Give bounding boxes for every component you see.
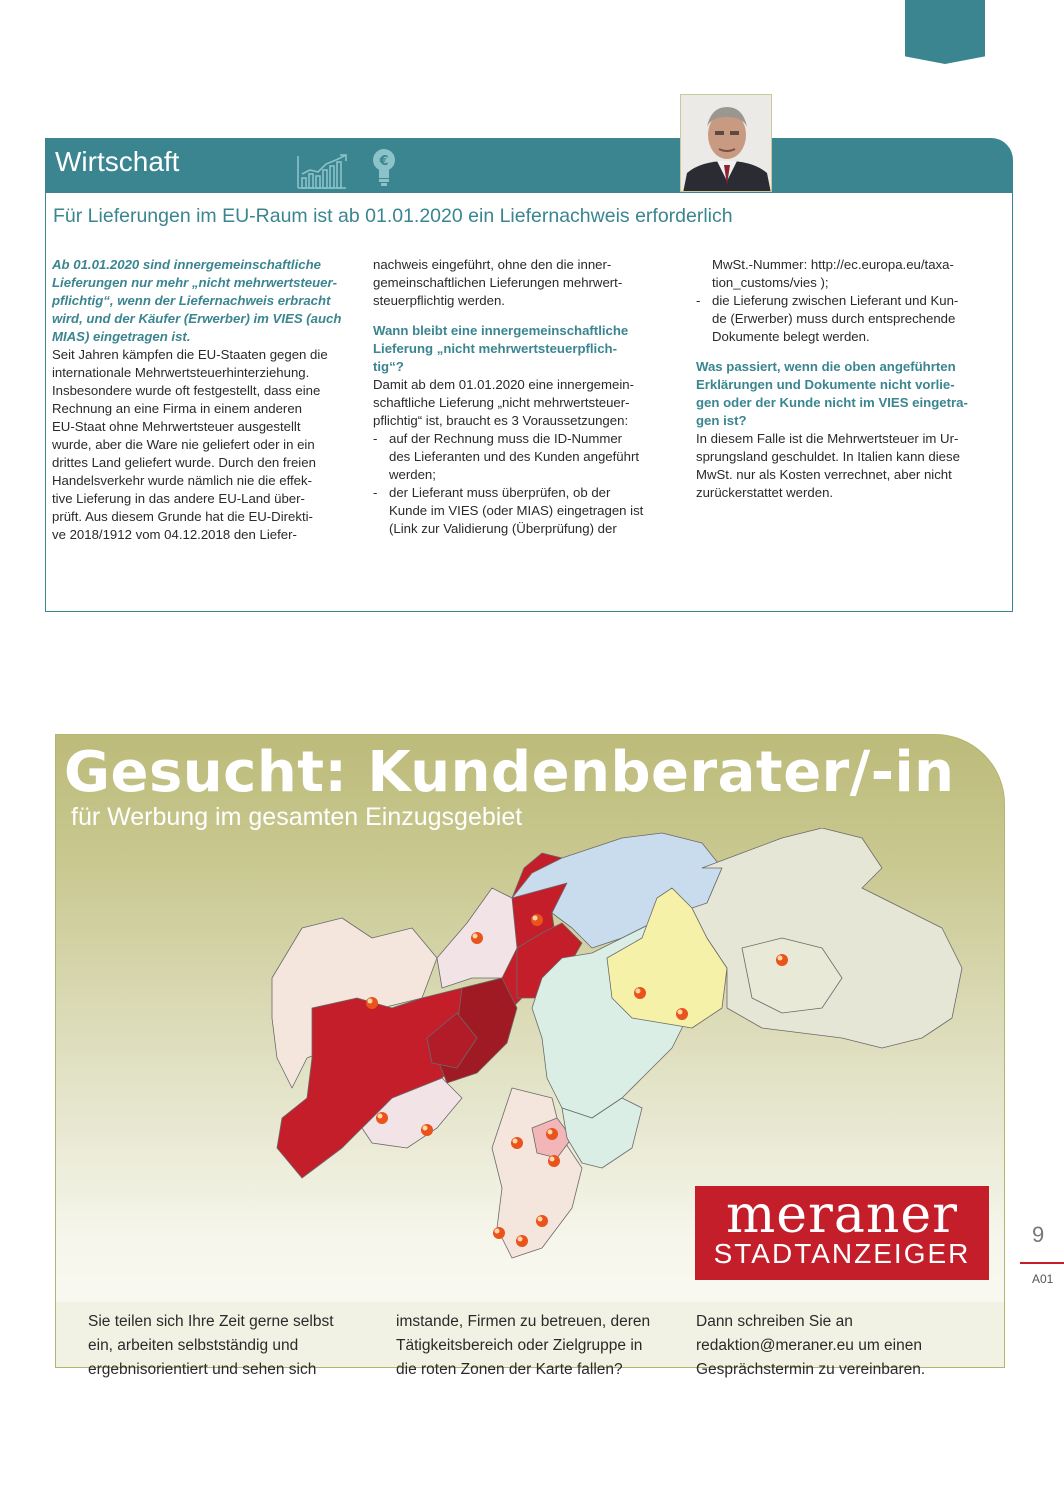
bullet-line: werden;: [389, 467, 436, 482]
map-pin-icon: [546, 1128, 558, 1140]
article-column-1: [52, 256, 364, 544]
map-pin-icon: [776, 954, 788, 966]
map-pin-icon: [676, 1008, 688, 1020]
lead-line: Ab 01.01.2020 sind innergemeinschaftliche: [52, 257, 321, 272]
lead-line: wird, und der Käufer (Erwerber) im VIES (auch: [52, 311, 342, 326]
bullet-line: Kunde im VIES (oder MIAS) eingetragen ist: [389, 503, 644, 518]
ad-column-2: [396, 1310, 686, 1382]
page-number-divider: [1020, 1262, 1064, 1264]
subheading-line: Was passiert, wenn die oben angeführten: [696, 359, 956, 374]
map-pin-icon: [376, 1112, 388, 1124]
lead-line: MIAS) eingetragen ist.: [52, 329, 191, 344]
svg-text:€: €: [379, 154, 389, 169]
ad-line: ein, arbeiten selbstständig und: [88, 1337, 299, 1354]
subheading-line: gen oder der Kunde nicht im VIES eingetra-: [696, 395, 968, 410]
body-line: zurückerstattet werden.: [696, 485, 834, 500]
body-line: gemeinschaftlichen Lieferungen mehrwert-: [373, 275, 623, 290]
map-pin-icon: [536, 1215, 548, 1227]
bullet-line: (Link zur Validierung (Überprüfung) der: [389, 521, 617, 536]
map-pin-icon: [531, 914, 543, 926]
ad-line: imstande, Firmen zu betreuen, deren: [396, 1313, 651, 1330]
meraner-stadtanzeiger-logo: [695, 1186, 989, 1280]
bullet-dash: -: [696, 293, 701, 308]
body-line: internationale Mehrwertsteuerhinterziehung.: [52, 365, 310, 380]
body-line: prüft. Aus diesem Grunde hat die EU-Direkti-: [52, 509, 313, 524]
body-line: Seit Jahren kämpfen die EU-Staaten gegen die: [52, 347, 328, 362]
bullet-line: des Lieferanten und des Kunden angeführt: [389, 449, 640, 464]
ad-line: Tätigkeitsbereich oder Zielgruppe in: [396, 1337, 643, 1354]
body-line: EU-Staat ohne Mehrwertsteuer ausgestellt: [52, 419, 301, 434]
subheading-line: tig“?: [373, 359, 404, 374]
map-pin-icon: [493, 1227, 505, 1239]
body-line: drittes Land geliefert wurde. Durch den freien: [52, 455, 316, 470]
body-line: Insbesondere wurde oft festgestellt, dass eine: [52, 383, 321, 398]
body-line: nachweis eingeführt, ohne den die inner-: [373, 257, 612, 272]
article-column-3: [696, 256, 1008, 502]
section-title: Wirtschaft: [55, 146, 180, 177]
body-line: sprungsland geschuldet. In Italien kann diese: [696, 449, 960, 464]
growth-chart-icon: [296, 152, 350, 190]
bullet-dash: -: [373, 485, 378, 500]
lead-line: Lieferungen nur mehr „nicht mehrwertsteuer-: [52, 275, 338, 290]
subheading-line: Lieferung „nicht mehrwertsteuerpflich-: [373, 341, 618, 356]
bullet-item: [373, 484, 685, 538]
body-line: MwSt. nur als Kosten verrechnet, aber nicht: [696, 467, 952, 482]
article-headline: Für Lieferungen im EU-Raum ist ab 01.01.2020 ein Liefernachweis erforderlich: [53, 205, 733, 227]
article-column-2: [373, 256, 685, 538]
map-pin-icon: [634, 987, 646, 999]
body-line: tive Lieferung in das andere EU-Land über-: [52, 491, 305, 506]
bullet-item: [696, 292, 1008, 346]
subheading-line: gen ist?: [696, 413, 747, 428]
ad-line: Gesprächstermin zu vereinbaren.: [696, 1361, 926, 1378]
author-photo: [680, 94, 772, 192]
ad-line: ergebnisorientiert und sehen sich: [88, 1361, 317, 1378]
bullet-dash: -: [373, 431, 378, 446]
bullet-line: der Lieferant muss überprüfen, ob der: [389, 485, 611, 500]
map-pin-icon: [471, 932, 483, 944]
body-line: Damit ab dem 01.01.2020 eine innergemein-: [373, 377, 634, 392]
logo-wordmark-top: meraner: [725, 1185, 959, 1245]
ad-line: Sie teilen sich Ihre Zeit gerne selbst: [88, 1313, 334, 1330]
map-pin-icon: [548, 1155, 560, 1167]
page-number: 9: [1032, 1222, 1045, 1247]
page-code: A01: [1032, 1272, 1054, 1286]
body-line: wurde, aber die Ware nie geliefert oder in ein: [52, 437, 315, 452]
body-line: Rechnung an eine Firma in einem anderen: [52, 401, 302, 416]
ad-line: die roten Zonen der Karte fallen?: [396, 1361, 623, 1378]
body-line: steuerpflichtig werden.: [373, 293, 505, 308]
ad-column-1: [88, 1310, 378, 1382]
body-line: pflichtig“ ist, braucht es 3 Voraussetzungen:: [373, 413, 629, 428]
bullet-line: die Lieferung zwischen Lieferant und Kun-: [712, 293, 959, 308]
region-east-grey: [692, 828, 962, 1048]
bullet-line: tion_customs/vies );: [712, 275, 829, 290]
lightbulb-euro-icon: [370, 146, 398, 190]
ad-title: Gesucht: Kundenberater/-in: [64, 740, 955, 805]
subheading-line: Wann bleibt eine innergemeinschaftliche: [373, 323, 629, 338]
section-header-bar: [45, 138, 1013, 192]
ad-line[interactable]: redaktion@meraner.eu um einen: [696, 1337, 922, 1354]
bullet-line: MwSt.-Nummer: http://ec.europa.eu/taxa-: [712, 257, 954, 272]
corner-tab: [905, 0, 985, 64]
body-line: ve 2018/1912 vom 04.12.2018 den Liefer-: [52, 527, 297, 542]
bullet-line: auf der Rechnung muss die ID-Nummer: [389, 431, 623, 446]
ad-line: Dann schreiben Sie an: [696, 1313, 853, 1330]
map-pin-icon: [421, 1124, 433, 1136]
bullet-line: de (Erwerber) muss durch entsprechende: [712, 311, 956, 326]
ad-column-3: [696, 1310, 986, 1382]
bullet-line: Dokumente belegt werden.: [712, 329, 870, 344]
ad-subtitle: für Werbung im gesamten Einzugsgebiet: [71, 803, 523, 831]
map-pin-icon: [511, 1137, 523, 1149]
body-line: In diesem Falle ist die Mehrwertsteuer im Ur-: [696, 431, 959, 446]
body-line: schaftliche Lieferung „nicht mehrwertsteuer-: [373, 395, 630, 410]
map-pin-icon: [516, 1235, 528, 1247]
lead-line: pflichtig“, wenn der Liefernachweis erbracht: [52, 293, 331, 308]
subheading-line: Erklärungen und Dokumente nicht vorlie-: [696, 377, 955, 392]
bullet-item: [373, 430, 685, 484]
body-line: Handelsverkehr wurde nämlich nie die effek-: [52, 473, 312, 488]
map-pin-icon: [366, 997, 378, 1009]
bullet-continuation: [696, 256, 1008, 292]
logo-wordmark-bottom: STADTANZEIGER: [713, 1238, 971, 1269]
